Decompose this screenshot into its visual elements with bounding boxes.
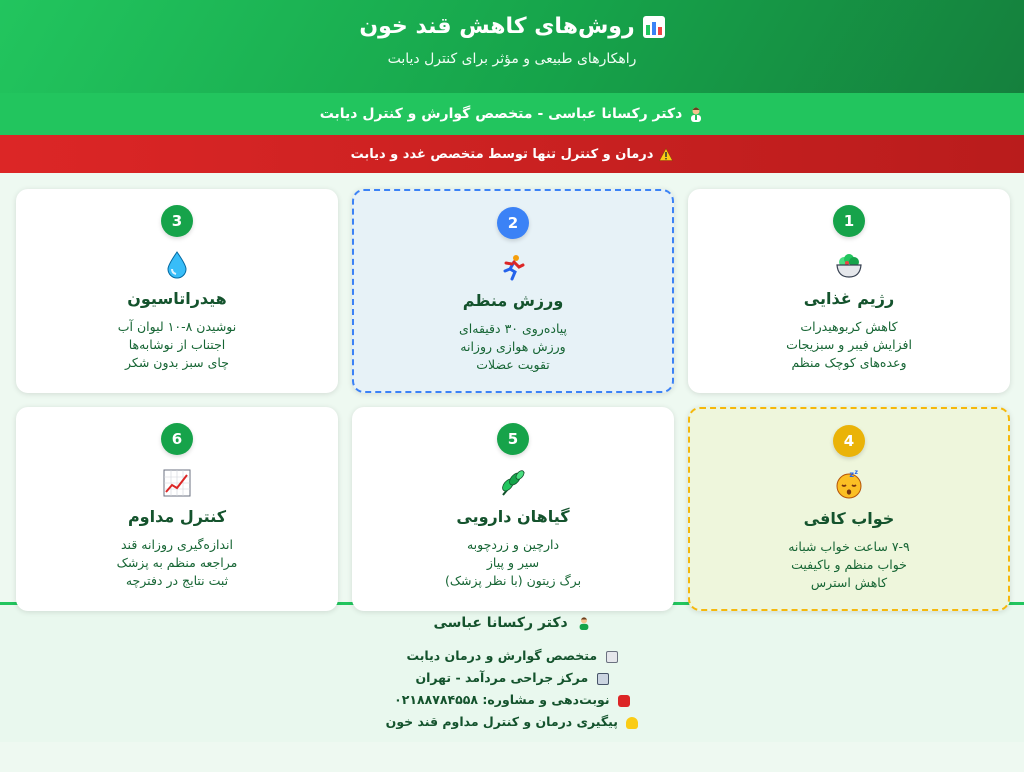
card-detail-line: برگ زیتون (با نظر پزشک) bbox=[444, 573, 582, 588]
card-detail-line: وعده‌های کوچک منظم bbox=[791, 355, 907, 370]
warning-icon bbox=[659, 148, 673, 161]
phone-icon bbox=[618, 695, 630, 707]
card-detail-line: پیاده‌روی ۳۰ دقیقه‌ای bbox=[458, 321, 568, 336]
doctor-bar bbox=[0, 93, 1024, 135]
hospital-icon bbox=[606, 651, 618, 663]
card-details bbox=[688, 318, 1010, 372]
card-detail-line: کاهش استرس bbox=[810, 575, 888, 590]
card-detail-line: اندازه‌گیری روزانه قند bbox=[121, 537, 233, 552]
card-number-badge: 3 bbox=[161, 205, 193, 237]
method-card-diet bbox=[688, 189, 1010, 393]
card-detail-line: خواب منظم و باکیفیت bbox=[791, 557, 907, 572]
trend-chart-icon bbox=[163, 469, 191, 497]
page-subtitle: راهکارهای طبیعی و مؤثر برای کنترل دیابت bbox=[387, 51, 637, 67]
footer-doctor-name bbox=[0, 615, 1024, 631]
card-title: خواب کافی bbox=[803, 509, 895, 528]
card-title: هیدراتاسیون bbox=[127, 289, 227, 308]
method-card-exercise bbox=[352, 189, 674, 393]
footer-phone[interactable] bbox=[0, 689, 1024, 711]
title-row bbox=[0, 14, 1024, 39]
page-footer bbox=[0, 602, 1024, 742]
card-detail-line: دارچین و زردچوبه bbox=[466, 537, 560, 552]
card-title: رژیم غذایی bbox=[803, 289, 895, 308]
card-detail-line: ورزش هوازی روزانه bbox=[460, 339, 566, 354]
sleeping-face-icon bbox=[834, 470, 864, 500]
card-title: کنترل مداوم bbox=[127, 507, 227, 526]
bar-chart-icon bbox=[643, 16, 665, 38]
method-card-sleep bbox=[688, 407, 1010, 611]
card-detail-line: افزایش فیبر و سبزیجات bbox=[786, 337, 912, 352]
page-title: روش‌های کاهش قند خون bbox=[359, 14, 635, 39]
card-number-badge: 2 bbox=[497, 207, 529, 239]
card-title: ورزش منظم bbox=[462, 291, 564, 310]
lightbulb-icon bbox=[626, 717, 638, 729]
card-number-badge: 1 bbox=[833, 205, 865, 237]
footer-clinic-text: مرکز جراحی مردآمد - تهران bbox=[415, 670, 589, 685]
doctor-icon bbox=[688, 106, 704, 122]
card-detail-line: تقویت عضلات bbox=[476, 357, 550, 372]
water-drop-icon bbox=[166, 251, 188, 279]
doctor-bar-text: دکتر رکسانا عباسی - متخصص گوارش و کنترل دیابت bbox=[319, 106, 683, 122]
svg-text:z: z bbox=[849, 470, 854, 479]
salad-icon bbox=[834, 250, 864, 280]
footer-phone-text[interactable]: نوبت‌دهی و مشاوره: ۰۲۱۸۸۷۸۴۵۵۸ bbox=[394, 692, 610, 707]
card-detail-line: سیر و پیاز bbox=[486, 555, 540, 570]
card-title: گیاهان دارویی bbox=[456, 507, 570, 526]
svg-text:z: z bbox=[854, 470, 858, 476]
building-icon bbox=[597, 673, 609, 685]
card-detail-line: مراجعه منظم به پزشک bbox=[116, 555, 238, 570]
card-details bbox=[16, 536, 338, 590]
methods-grid bbox=[0, 173, 1024, 602]
footer-specialty bbox=[0, 645, 1024, 667]
card-detail-line: اجتناب از نوشابه‌ها bbox=[128, 337, 226, 352]
card-detail-line: ثبت نتایج در دفترچه bbox=[125, 573, 229, 588]
method-card-monitoring bbox=[16, 407, 338, 611]
card-detail-line: کاهش کربوهیدرات bbox=[800, 319, 898, 334]
warning-bar bbox=[0, 135, 1024, 173]
card-detail-line: نوشیدن ۸-۱۰ لیوان آب bbox=[117, 319, 237, 334]
footer-followup-text: پیگیری درمان و کنترل مداوم قند خون bbox=[385, 714, 618, 729]
card-detail-line: ۷-۹ ساعت خواب شبانه bbox=[788, 539, 910, 554]
card-details bbox=[16, 318, 338, 372]
runner-icon bbox=[499, 253, 527, 281]
card-number-badge: 5 bbox=[497, 423, 529, 455]
card-detail-line: چای سبز بدون شکر bbox=[125, 355, 229, 370]
footer-clinic bbox=[0, 667, 1024, 689]
warning-bar-text: درمان و کنترل تنها توسط متخصص غدد و دیابت bbox=[350, 146, 654, 162]
card-details bbox=[354, 320, 672, 374]
card-number-badge: 4 bbox=[833, 425, 865, 457]
card-details bbox=[352, 536, 674, 590]
method-card-hydration bbox=[16, 189, 338, 393]
herb-icon bbox=[498, 468, 528, 498]
doctor-icon bbox=[577, 616, 591, 630]
footer-followup bbox=[0, 711, 1024, 733]
card-details bbox=[690, 538, 1008, 592]
footer-name-text: دکتر رکسانا عباسی bbox=[433, 615, 568, 631]
method-card-herbs bbox=[352, 407, 674, 611]
page-header bbox=[0, 0, 1024, 93]
footer-specialty-text: متخصص گوارش و درمان دیابت bbox=[406, 648, 598, 663]
card-number-badge: 6 bbox=[161, 423, 193, 455]
